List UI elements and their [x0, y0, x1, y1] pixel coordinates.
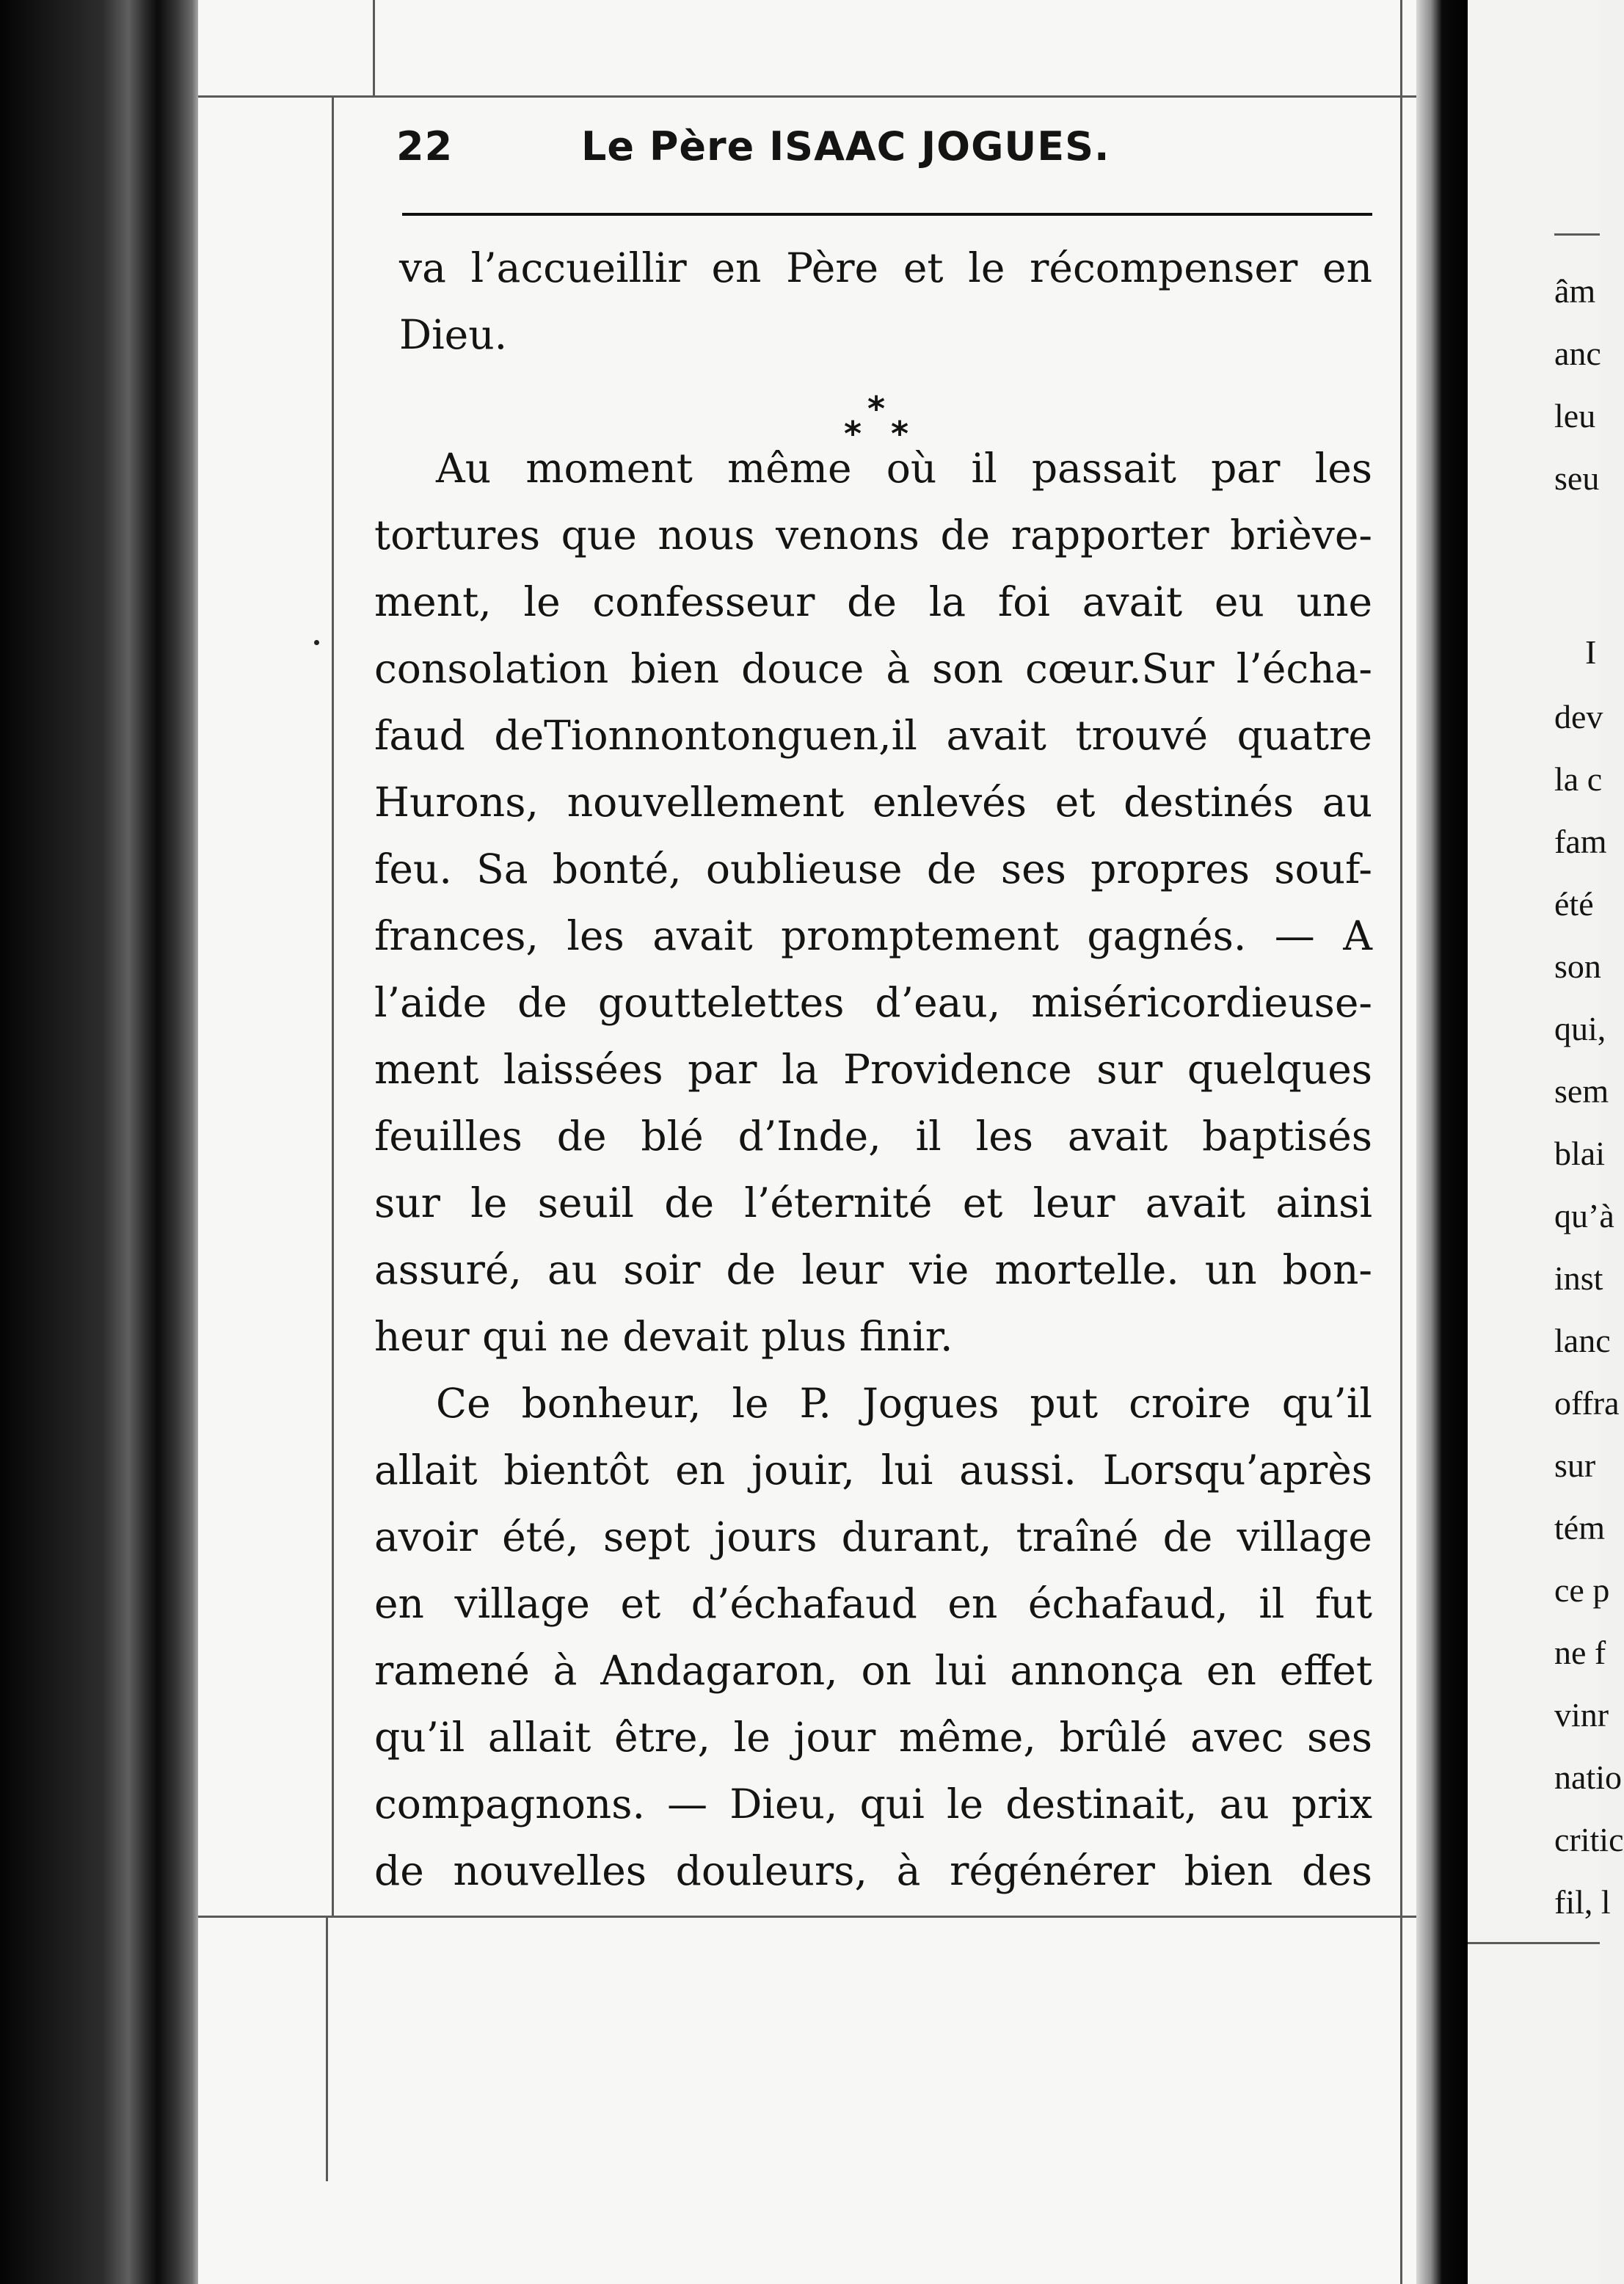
facing-page-fragment: fil, l	[1554, 1883, 1611, 1921]
facing-page-fragment: dev	[1554, 698, 1603, 735]
frame-left-line	[332, 95, 334, 1916]
text-line: tortures que nous venons de rapporter briève-	[374, 512, 1372, 559]
text-line-spacer	[374, 368, 1372, 435]
text-line: l’aide de gouttelettes d’eau, miséricordieuse-	[374, 979, 1372, 1026]
paragraph-first-line: Au moment même où il passait par les	[436, 445, 1372, 492]
page-number: 22	[396, 123, 454, 170]
text-line: feuilles de blé d’Inde, il les avait baptisés	[374, 1113, 1372, 1160]
text-line: compagnons. — Dieu, qui le destinait, au prix	[374, 1781, 1372, 1827]
facing-page-fragment: son	[1554, 948, 1601, 985]
text-line: allait bientôt en jouir, lui aussi. Lorsqu’après	[374, 1447, 1372, 1494]
text-line: de nouvelles douleurs, à régénérer bien des	[374, 1847, 1372, 1894]
facing-page-rule	[1554, 233, 1600, 236]
text-line: faud deTionnontonguen,il avait trouvé quatre	[374, 712, 1372, 759]
text-line: heur qui ne devait plus finir.	[374, 1313, 953, 1360]
facing-page-fragment: lanc	[1554, 1322, 1611, 1359]
facing-page-fragment: seu	[1554, 459, 1600, 497]
text-line: en village et d’échafaud en échafaud, il fut	[374, 1580, 1372, 1627]
page-header	[396, 123, 1380, 175]
facing-page	[1468, 0, 1624, 2284]
book-binding-shadow	[0, 0, 198, 2284]
text-line: sur le seuil de l’éternité et leur avait ainsi	[374, 1179, 1372, 1226]
facing-page-fragment: blai	[1554, 1135, 1605, 1172]
text-line: avoir été, sept jours durant, traîné de village	[374, 1513, 1372, 1560]
facing-page-fragment: offra	[1554, 1384, 1620, 1422]
facing-page-fragment: critic	[1554, 1821, 1624, 1858]
gutter-shadow	[1416, 0, 1468, 2284]
facing-page-fragment: leu	[1554, 397, 1596, 434]
facing-page-fragment: été	[1554, 885, 1594, 923]
text-line: assuré, au soir de leur vie mortelle. un bon-	[374, 1246, 1372, 1293]
facing-page-fragment: qu’à	[1554, 1197, 1614, 1234]
text-line: Dieu.	[399, 311, 508, 358]
paragraph-first-line: Ce bonheur, le P. Jogues put croire qu’il	[436, 1380, 1372, 1427]
separator-star: *	[891, 414, 909, 454]
facing-page-fragment: sur	[1554, 1447, 1596, 1484]
facing-page-fragment: fam	[1554, 823, 1607, 860]
text-line: feu. Sa bonté, oublieuse de ses propres souf-	[374, 845, 1372, 892]
facing-page-fragment: qui,	[1554, 1010, 1606, 1047]
separator-star: *	[844, 414, 862, 454]
body-text	[374, 235, 1372, 1905]
facing-page-fragment: inst	[1554, 1259, 1603, 1297]
facing-page-fragment: natio	[1554, 1759, 1622, 1796]
facing-page-bottom-line	[1468, 1942, 1600, 1944]
text-line: ramené à Andagaron, on lui annonça en effet	[374, 1647, 1372, 1694]
margin-speck	[314, 640, 319, 645]
text-line: ment laissées par la Providence sur quelques	[374, 1046, 1372, 1093]
text-line: frances, les avait promptement gagnés. — A	[374, 912, 1372, 959]
facing-page-fragment: anc	[1554, 335, 1601, 372]
frame-top-left-line	[373, 0, 375, 95]
text-line: ment, le confesseur de la foi avait eu une	[374, 578, 1372, 625]
facing-page-fragment: la c	[1554, 760, 1603, 798]
header-rule	[402, 213, 1372, 216]
facing-page-fragment: sem	[1554, 1072, 1609, 1110]
facing-page-fragment: ne f	[1554, 1634, 1606, 1671]
text-line: va l’accueillir en Père et le récompenser en	[399, 244, 1372, 291]
running-title: Le Père ISAAC JOGUES.	[581, 123, 1110, 170]
facing-page-fragment: vinr	[1554, 1696, 1609, 1734]
facing-page-fragment: ce p	[1554, 1571, 1610, 1609]
facing-page-fragment: âm	[1554, 272, 1596, 310]
separator-star: *	[867, 389, 886, 429]
facing-page-fragment: I	[1585, 633, 1597, 671]
facing-page-fragment: tém	[1554, 1509, 1605, 1546]
text-line: qu’il allait être, le jour même, brûlé avec ses	[374, 1714, 1372, 1761]
frame-left-lower-line	[326, 1917, 328, 2181]
text-line: Hurons, nouvellement enlevés et destinés au	[374, 779, 1372, 826]
frame-top-line	[198, 95, 1416, 98]
text-line: consolation bien douce à son cœur.Sur l’écha-	[374, 645, 1372, 692]
frame-right-line	[1400, 0, 1402, 2284]
frame-bottom-line	[198, 1916, 1416, 1918]
